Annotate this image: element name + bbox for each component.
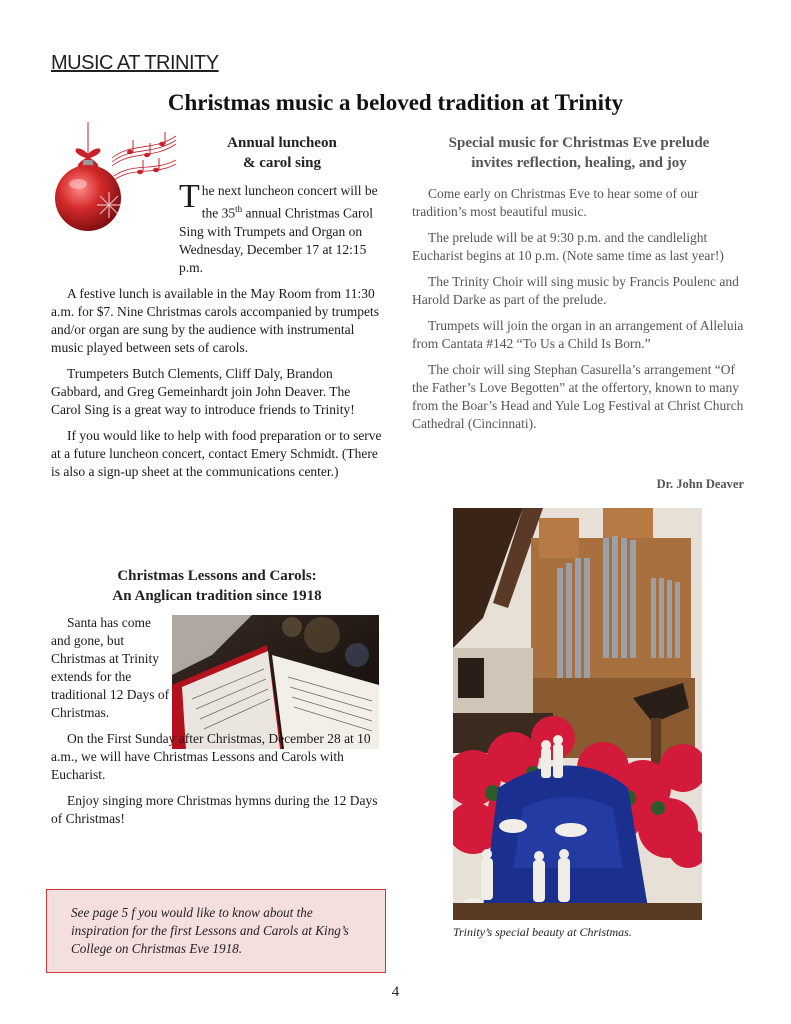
luncheon-article — [51, 178, 383, 489]
prelude-paragraph: The Trinity Choir will sing music by Francis Poulenc and Harold Darke as part of the prelude. — [412, 274, 739, 307]
prelude-paragraph: The prelude will be at 9:30 p.m. and the candlelight Eucharist begins at 10 p.m. (Note same time as last year!) — [412, 230, 724, 263]
prelude-paragraph: Come early on Christmas Eve to hear some of our tradition’s most beautiful music. — [412, 186, 699, 219]
luncheon-paragraph: If you would like to help with food preparation or to serve at a future luncheon concert, contact Emery Schmidt. (There is also a sign-up sheet at the communications center.) — [51, 427, 382, 479]
prelude-heading — [412, 133, 746, 173]
organ-photo — [453, 508, 702, 920]
luncheon-heading-line1: Annual luncheon — [227, 135, 337, 151]
prelude-paragraph: The choir will sing Stephan Casurella’s arrangement “Of the Father’s Love Begotten” at the offertory, known to many from the Boar’s Head and Yule Log Festival at Christ Church Cathedral (Cincinnati). — [412, 362, 744, 431]
lessons-paragraph: Santa has come and gone, but Christmas at Trinity extends for the traditional 12 Days of Christmas. — [51, 615, 170, 720]
lessons-heading-line2: An Anglican tradition since 1918 — [112, 588, 322, 604]
prelude-heading-line2: invites reflection, healing, and joy — [471, 155, 687, 171]
ornament-spacer — [51, 182, 179, 266]
lessons-heading-line1: Christmas Lessons and Carols: — [117, 568, 317, 584]
prelude-article — [412, 185, 746, 441]
prelude-heading-line1: Special music for Christmas Eve prelude — [448, 135, 710, 151]
lessons-paragraph: Enjoy singing more Christmas hymns during the 12 Days of Christmas! — [51, 793, 378, 826]
lessons-article — [51, 614, 383, 836]
lessons-heading — [51, 566, 383, 606]
luncheon-heading-line2: & carol sing — [242, 155, 322, 171]
photo-caption: Trinity’s special beauty at Christmas. — [453, 925, 632, 939]
luncheon-intro-text1: he next luncheon concert will be the 35 — [201, 183, 378, 221]
ordinal-suffix: th — [235, 204, 243, 214]
drop-cap: T — [179, 178, 200, 215]
section-label: MUSIC AT TRINITY — [51, 52, 219, 74]
luncheon-paragraph: Trumpeters Butch Clements, Cliff Daly, Brandon Gabbard, and Greg Gemeinhardt join John Deaver. The Carol Sing is a great way to introduce friends to Trinity! — [51, 365, 355, 417]
page-title: Christmas music a beloved tradition at Trinity — [167, 90, 624, 115]
page-number: 4 — [391, 984, 400, 1000]
author-signature: Dr. John Deaver — [656, 477, 744, 491]
lessons-paragraph: On the First Sunday after Christmas, December 28 at 10 a.m., we will have Christmas Lessons and Carols with Eucharist. — [51, 731, 371, 782]
luncheon-intro — [51, 178, 383, 277]
prelude-paragraph: Trumpets will join the organ in an arrangement of Alleluia from Cantata #142 “To Us a Child Is Born.” — [412, 318, 744, 351]
callout-box: See page 5 f you would like to know about the inspiration for the first Lessons and Carols at King’s College on Christmas Eve 1918. — [46, 889, 386, 973]
luncheon-intro-text2: annual Christmas Carol Sing with Trumpets and Organ on Wednesday, December 17 at 12:15 p.m. — [179, 205, 374, 275]
luncheon-paragraph: A festive lunch is available in the May Room from 11:30 a.m. for $7. Nine Christmas carols accompanied by trumpets and/or organ are sung by the audience with instrumental music played between sets of carols. — [51, 285, 380, 355]
luncheon-heading — [182, 133, 382, 173]
